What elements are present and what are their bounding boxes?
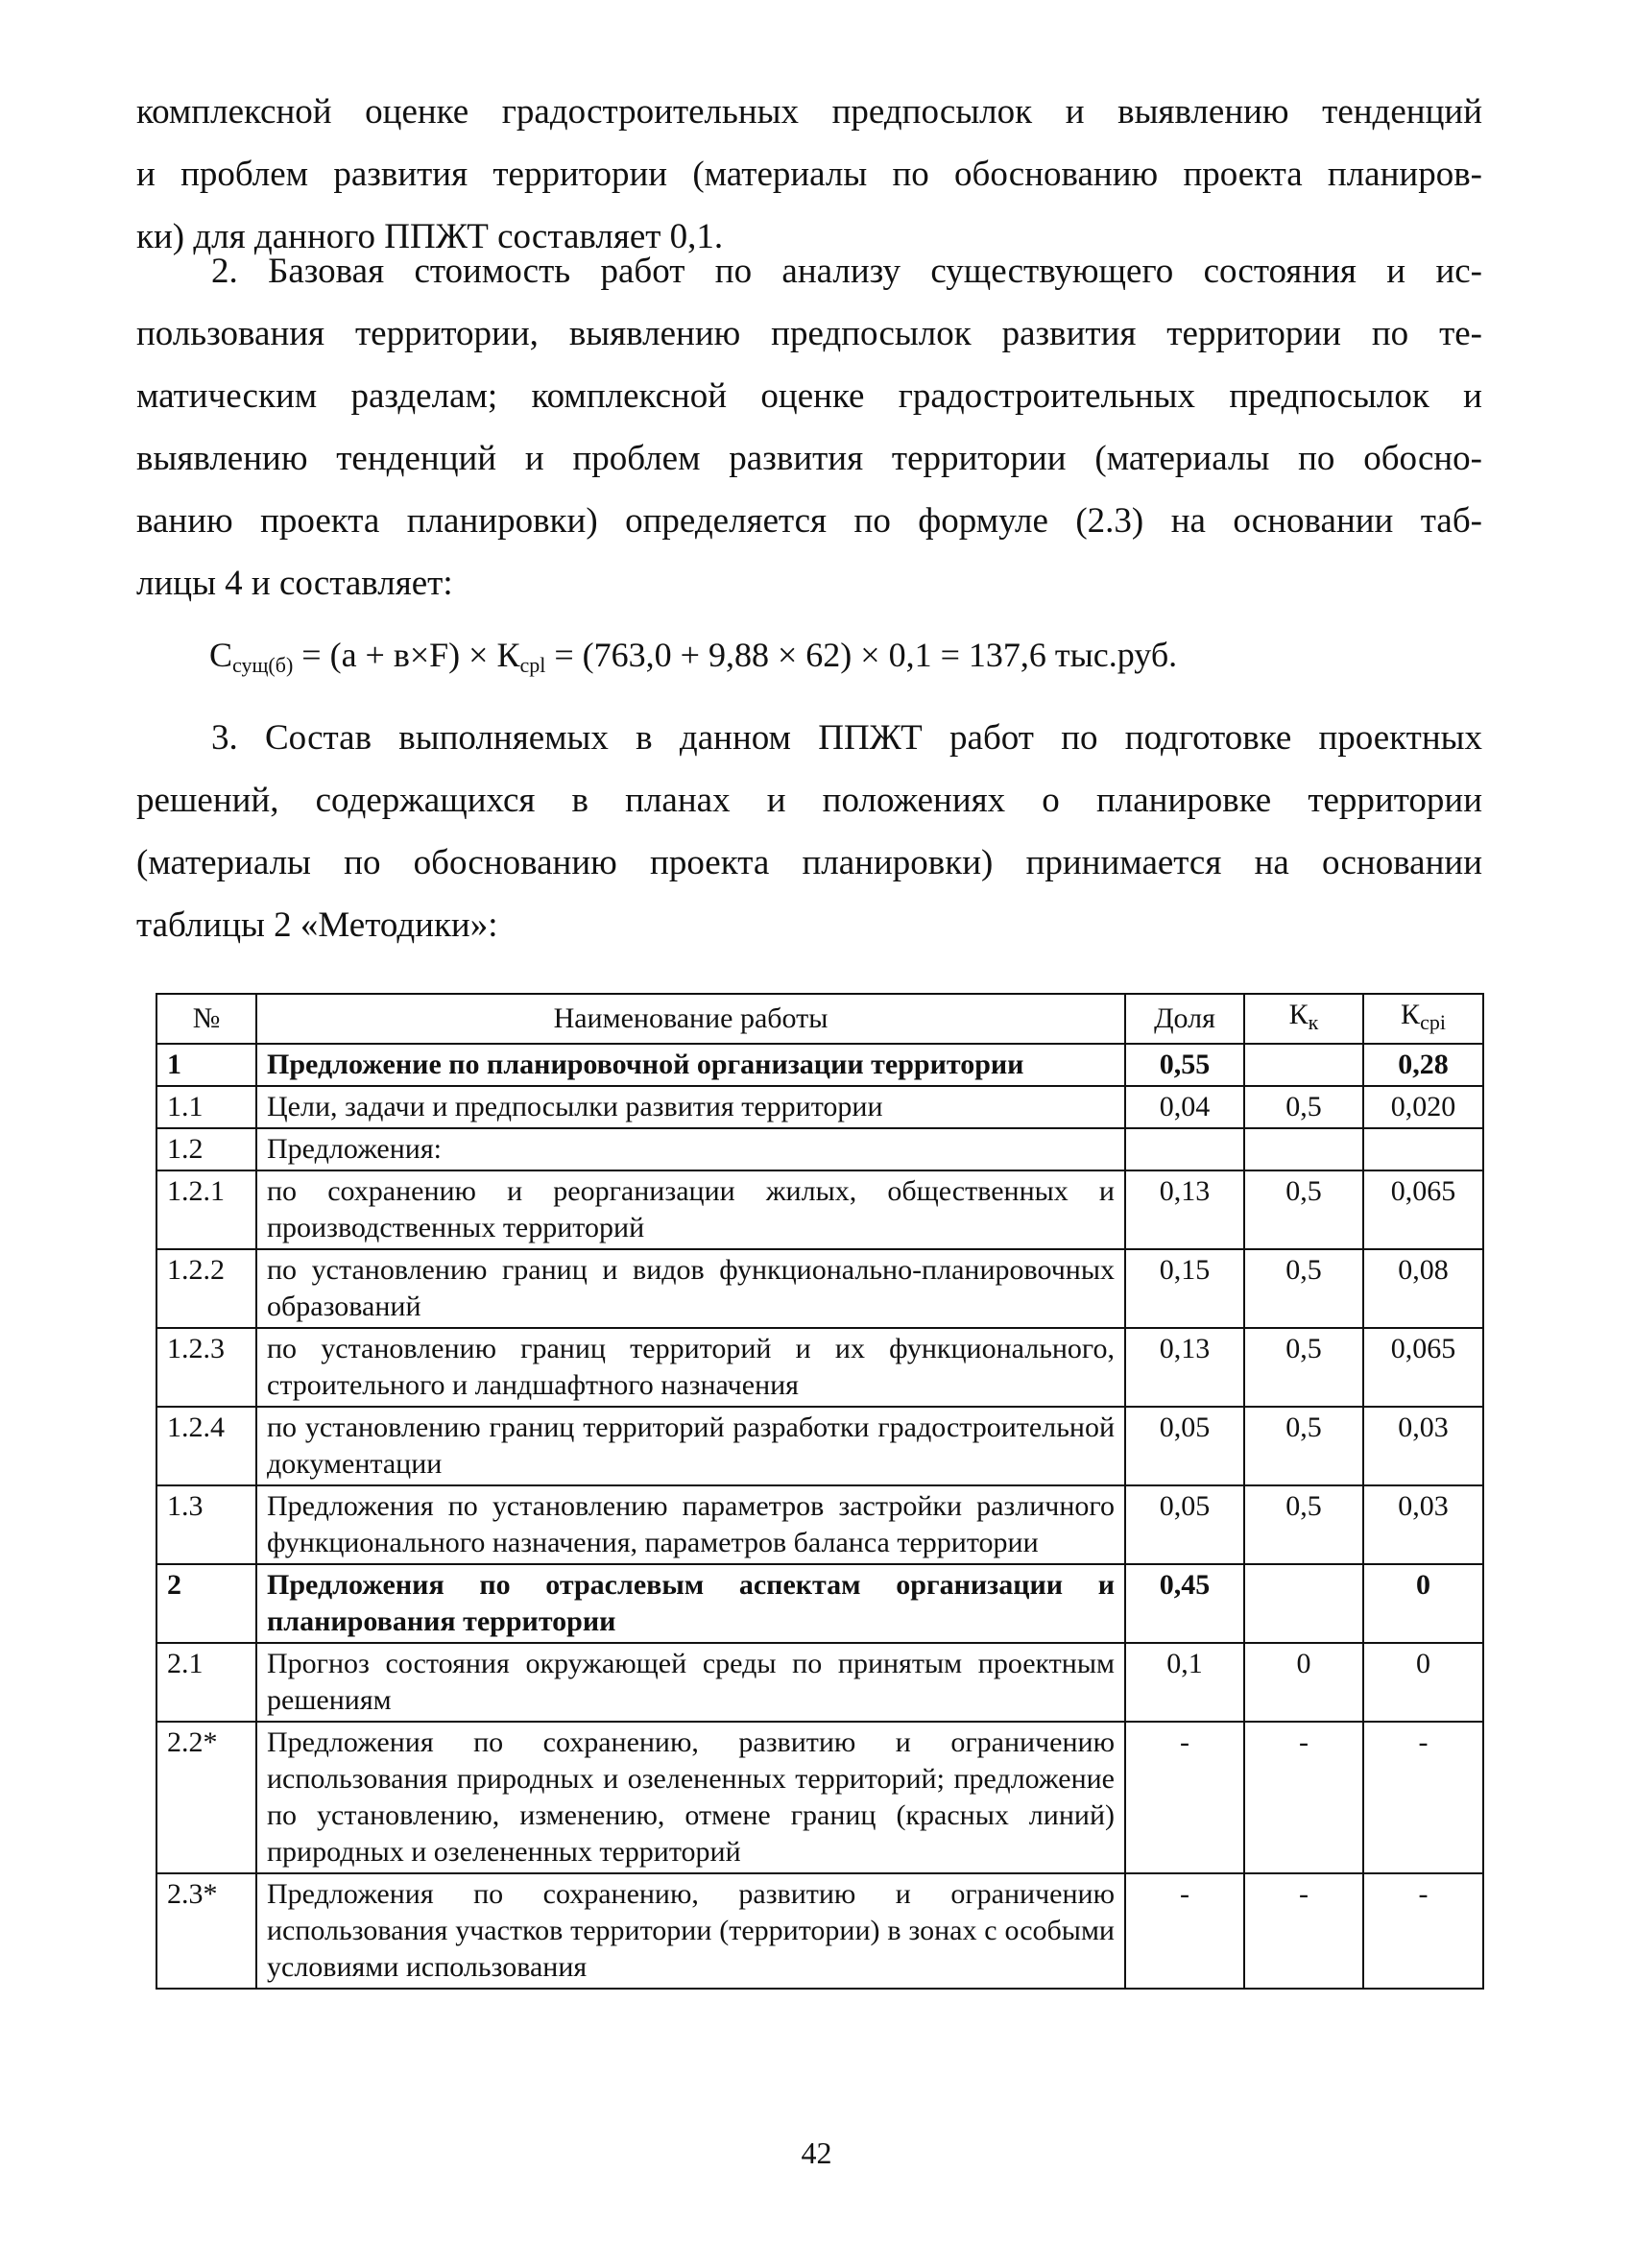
row-kcp: 0 <box>1363 1643 1483 1722</box>
row-k: 0,5 <box>1244 1485 1363 1564</box>
row-k <box>1244 1044 1363 1086</box>
formula-subscript: сущ(б) <box>232 653 294 677</box>
table-row <box>156 1407 1483 1485</box>
text-line: лицы 4 и составляет: <box>136 564 453 603</box>
text-line: комплексной оценке градостроительных предпосылок и выявлению тенденций <box>136 92 1482 132</box>
text-line: (материалы по обоснованию проекта планировки) принимается на основании <box>136 843 1482 882</box>
text-line: решений, содержащихся в планах и положениях о планировке территории <box>136 781 1482 820</box>
row-work-name: по сохранению и реорганизации жилых, общественных и производственных территорий <box>256 1170 1125 1249</box>
row-share: 0,55 <box>1125 1044 1244 1086</box>
text-line: матическим разделам; комплексной оценке градостроительных предпосылок и <box>136 376 1482 416</box>
text-line: 3. Состав выполняемых в данном ППЖТ работ по подготовке проектных <box>211 718 1482 758</box>
row-work-name: Предложения по сохранению, развитию и ограничению использования участков территории (территории) в зонах с особыми условиями использования <box>256 1873 1125 1989</box>
row-share: 0,05 <box>1125 1407 1244 1485</box>
row-share: 0,45 <box>1125 1564 1244 1643</box>
row-work-name: по установлению границ и видов функционально-планировочных образований <box>256 1249 1125 1328</box>
row-number: 1.3 <box>156 1485 256 1564</box>
text-line: 2. Базовая стоимость работ по анализу существующего состояния и ис- <box>211 252 1482 291</box>
row-work-name: Предложение по планировочной организации территории <box>256 1044 1125 1086</box>
page-number: 42 <box>801 2135 832 2170</box>
row-kcp: 0,03 <box>1363 1407 1483 1485</box>
row-number: 1.2 <box>156 1128 256 1170</box>
table-row <box>156 1249 1483 1328</box>
row-share <box>1125 1128 1244 1170</box>
row-share: - <box>1125 1873 1244 1989</box>
row-kcp: 0,065 <box>1363 1328 1483 1407</box>
text-line: ки) для данного ППЖТ составляет 0,1. <box>136 217 724 256</box>
row-work-name: по установлению границ территорий и их функционального, строительного и ландшафтного назначения <box>256 1328 1125 1407</box>
table-body <box>156 1044 1483 1989</box>
row-share: 0,04 <box>1125 1086 1244 1128</box>
table-row <box>156 1564 1483 1643</box>
row-share: 0,1 <box>1125 1643 1244 1722</box>
row-share: - <box>1125 1722 1244 1873</box>
row-kcp: - <box>1363 1722 1483 1873</box>
row-k: - <box>1244 1873 1363 1989</box>
row-kcp: 0,065 <box>1363 1170 1483 1249</box>
header-share: Доля <box>1125 994 1244 1044</box>
header-number: № <box>156 994 256 1044</box>
row-kcp: 0,03 <box>1363 1485 1483 1564</box>
table-row <box>156 1722 1483 1873</box>
table-row <box>156 1044 1483 1086</box>
row-number: 2 <box>156 1564 256 1643</box>
table-row <box>156 1328 1483 1407</box>
row-k: 0,5 <box>1244 1249 1363 1328</box>
text-line: таблицы 2 «Методики»: <box>136 905 498 945</box>
row-number: 2.2* <box>156 1722 256 1873</box>
row-k <box>1244 1564 1363 1643</box>
row-work-name: Предложения: <box>256 1128 1125 1170</box>
row-number: 1.2.1 <box>156 1170 256 1249</box>
row-kcp: 0,28 <box>1363 1044 1483 1086</box>
cost-formula <box>209 624 1177 696</box>
header-work-name: Наименование работы <box>256 994 1125 1044</box>
row-k: 0,5 <box>1244 1328 1363 1407</box>
row-k <box>1244 1128 1363 1170</box>
row-share: 0,13 <box>1125 1328 1244 1407</box>
row-number: 1.2.4 <box>156 1407 256 1485</box>
row-number: 2.1 <box>156 1643 256 1722</box>
row-k: - <box>1244 1722 1363 1873</box>
row-k: 0,5 <box>1244 1086 1363 1128</box>
row-k: 0,5 <box>1244 1170 1363 1249</box>
row-share: 0,15 <box>1125 1249 1244 1328</box>
text-line: выявлению тенденций и проблем развития территории (материалы по обосно- <box>136 439 1482 478</box>
table-row <box>156 1128 1483 1170</box>
row-kcp: 0,08 <box>1363 1249 1483 1328</box>
works-table <box>156 993 1484 1990</box>
row-work-name: по установлению границ территорий разработки градостроительной документации <box>256 1407 1125 1485</box>
table-header-row <box>156 994 1483 1044</box>
header-kcp: $К_{срi}$ <box>1363 994 1483 1044</box>
row-work-name: Предложения по сохранению, развитию и ограничению использования природных и озелененных территорий; предложение по установлению, изменению, отмене границ (красных линий) природных и озелененных территорий <box>256 1722 1125 1873</box>
row-k: 0,5 <box>1244 1407 1363 1485</box>
row-kcp: 0,020 <box>1363 1086 1483 1128</box>
table-row <box>156 1873 1483 1989</box>
row-work-name: Прогноз состояния окружающей среды по принятым проектным решениям <box>256 1643 1125 1722</box>
row-work-name: Предложения по установлению параметров застройки различного функционального назначения, параметров баланса территории <box>256 1485 1125 1564</box>
row-kcp: 0 <box>1363 1564 1483 1643</box>
row-share: 0,05 <box>1125 1485 1244 1564</box>
header-k: $К_к$ <box>1244 994 1363 1044</box>
table-row <box>156 1643 1483 1722</box>
row-number: 1 <box>156 1044 256 1086</box>
table-row <box>156 1086 1483 1128</box>
row-share: 0,13 <box>1125 1170 1244 1249</box>
row-number: 1.1 <box>156 1086 256 1128</box>
row-number: 2.3* <box>156 1873 256 1989</box>
row-work-name: Цели, задачи и предпосылки развития территории <box>256 1086 1125 1128</box>
text-line: пользования территории, выявлению предпосылок развития территории по те- <box>136 314 1482 353</box>
row-kcp: - <box>1363 1873 1483 1989</box>
row-kcp <box>1363 1128 1483 1170</box>
formula-subscript: срl <box>519 653 546 677</box>
table-row <box>156 1485 1483 1564</box>
row-number: 1.2.2 <box>156 1249 256 1328</box>
paragraph-composition <box>136 707 1482 956</box>
row-work-name: Предложения по отраслевым аспектам организации и планирования территории <box>256 1564 1125 1643</box>
formula-part: = (а + в×F) × К <box>293 636 520 674</box>
paragraph-base-cost <box>136 240 1482 615</box>
text-line: и проблем развития территории (материалы по обоснованию проекта планиров- <box>136 155 1482 194</box>
formula-result: = (763,0 + 9,88 × 62) × 0,1 = 137,6 тыс.руб. <box>545 636 1178 674</box>
text-line: ванию проекта планировки) определяется по формуле (2.3) на основании таб- <box>136 501 1482 541</box>
row-k: 0 <box>1244 1643 1363 1722</box>
formula-symbol: С <box>209 636 233 674</box>
row-number: 1.2.3 <box>156 1328 256 1407</box>
table-row <box>156 1170 1483 1249</box>
